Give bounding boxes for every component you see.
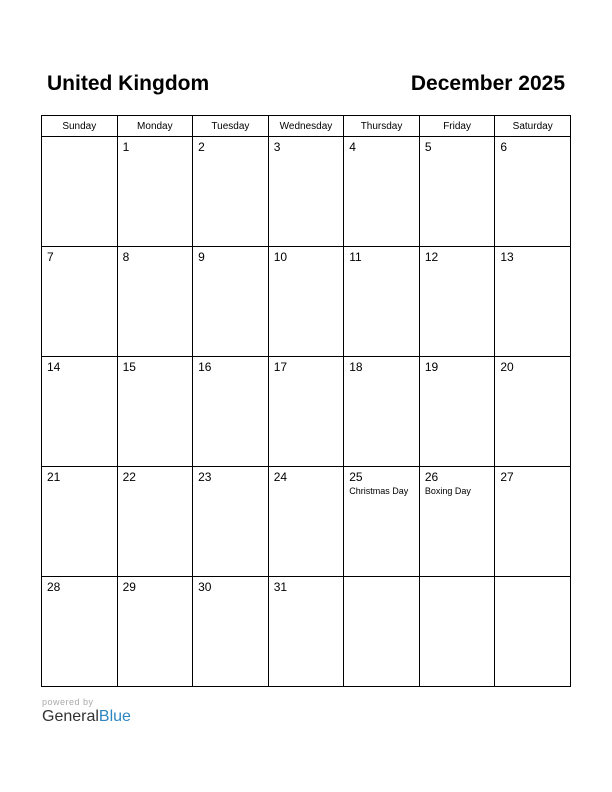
day-cell [495, 577, 571, 687]
day-number: 12 [424, 250, 439, 264]
weekday-monday: Monday [117, 116, 193, 137]
day-number: 28 [47, 580, 61, 594]
powered-by-text: powered by [42, 697, 94, 707]
day-number: 17 [273, 360, 288, 374]
day-cell [193, 577, 269, 687]
logo-text-blue: Blue [98, 708, 131, 725]
day-number: 20 [500, 360, 514, 374]
day-cell [42, 247, 118, 357]
day-cell [344, 577, 420, 687]
day-cell [42, 357, 118, 467]
day-number: 29 [122, 580, 136, 594]
day-number: 15 [122, 360, 136, 374]
weekday-tuesday: Tuesday [193, 116, 269, 137]
day-cell [193, 357, 269, 467]
holiday-label: Christmas Day [349, 486, 409, 496]
day-number: 14 [47, 360, 61, 374]
weekday-saturday: Saturday [495, 116, 571, 137]
day-cell [117, 467, 193, 577]
day-number: 31 [273, 580, 288, 594]
calendar-grid [41, 115, 571, 687]
day-cell [495, 137, 571, 247]
day-cell [117, 247, 193, 357]
day-cell [42, 467, 118, 577]
week-row [42, 577, 571, 687]
week-row [42, 357, 571, 467]
day-number: 21 [47, 470, 61, 484]
weekday-friday: Friday [419, 116, 495, 137]
day-number: 25 [349, 470, 363, 484]
day-number: 6 [500, 140, 508, 154]
day-cell [268, 137, 344, 247]
day-number: 19 [424, 360, 439, 374]
day-cell [419, 247, 495, 357]
day-cell [495, 467, 571, 577]
week-row [42, 247, 571, 357]
day-cell [419, 577, 495, 687]
day-cell [344, 137, 420, 247]
day-number: 9 [198, 250, 205, 264]
day-cell [193, 467, 269, 577]
generalblue-logo [42, 708, 131, 726]
day-number: 22 [122, 470, 136, 484]
day-cell [419, 467, 495, 577]
day-cell [193, 137, 269, 247]
holiday-label: Boxing Day [424, 486, 471, 496]
day-number: 8 [122, 250, 130, 264]
day-number: 30 [198, 580, 212, 594]
day-cell [268, 577, 344, 687]
weekday-wednesday: Wednesday [268, 116, 344, 137]
day-cell [42, 137, 118, 247]
day-cell [268, 357, 344, 467]
day-cell [419, 357, 495, 467]
day-cell [344, 357, 420, 467]
day-cell [268, 467, 344, 577]
day-number: 10 [273, 250, 288, 264]
day-cell [268, 247, 344, 357]
day-number: 7 [47, 250, 54, 264]
day-cell [117, 137, 193, 247]
day-cell [193, 247, 269, 357]
day-cell [344, 247, 420, 357]
weekday-sunday: Sunday [42, 116, 118, 137]
day-number: 3 [273, 140, 281, 154]
day-cell [495, 247, 571, 357]
month-year-title: December 2025 [410, 72, 565, 95]
day-number: 27 [500, 470, 514, 484]
day-number: 24 [273, 470, 288, 484]
day-number: 1 [122, 140, 130, 154]
week-row [42, 467, 571, 577]
day-number: 4 [349, 140, 356, 154]
logo-text-general: General [42, 708, 99, 725]
day-cell [495, 357, 571, 467]
day-number: 11 [349, 250, 362, 264]
footer-branding [42, 696, 131, 726]
day-number: 2 [198, 140, 205, 154]
weekday-thursday: Thursday [344, 116, 420, 137]
day-number: 16 [198, 360, 212, 374]
country-title: United Kingdom [47, 72, 210, 95]
day-number: 5 [424, 140, 432, 154]
day-cell [419, 137, 495, 247]
day-cell [117, 357, 193, 467]
day-number: 13 [500, 250, 514, 264]
day-number: 26 [424, 470, 439, 484]
weekday-header-row [42, 116, 571, 137]
day-cell [117, 577, 193, 687]
day-cell [42, 577, 118, 687]
day-cell [344, 467, 420, 577]
week-row [42, 137, 571, 247]
day-number: 18 [349, 360, 363, 374]
day-number: 23 [198, 470, 212, 484]
